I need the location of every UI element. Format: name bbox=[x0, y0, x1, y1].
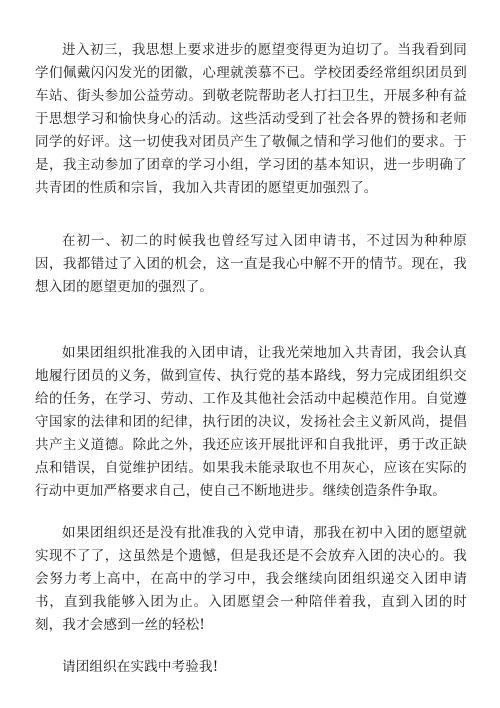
paragraph-3: 如果团组织批准我的入团申请，让我光荣地加入共青团，我会认真地履行团员的义务，做到宣传、执行党的基本路线，努力完成团组织交给的任务，在学习、劳动、工作及其他社会活动中起模范作用。自觉遵守国家的法律和团的纪律，执行团的决议，发扬社会主义新风尚，提倡共产主义道德。除此之外，我还应该开展批评和自我批评，勇于改正缺点和错误，自觉维护团结。如果我未能录取也不用灰心，应该在实际的行动中更加严格要求自己，使自己不断地进步。继续创造条件争取。 bbox=[35, 345, 467, 499]
paragraph-1: 进入初三，我思想上要求进步的愿望变得更为迫切了。当我看到同学们佩戴闪闪发光的团徽，心理就羡慕不已。学校团委经常组织团员到车站、街头参加公益劳动。到敬老院帮助老人打扫卫生，开展多种有益于思想学习和愉快身心的活动。这些活动受到了社会各界的赞扬和老师同学的好评。这一切使我对团员产生了敬佩之情和学习他们的要求。于是，我主动参加了团章的学习小组，学习团的基本知识，进一步明确了共青团的性质和宗旨，我加入共青团的愿望更加强烈了。 bbox=[35, 42, 467, 196]
paragraph-2: 在初一、初二的时候我也曾经写过入团申请书，不过因为种种原因，我都错过了入团的机会，这一直是我心中解不开的情节。现在，我想入团的愿望更加的强烈了。 bbox=[35, 233, 467, 295]
paragraph-5: 请团组织在实践中考验我! bbox=[62, 659, 219, 675]
paragraph-4: 如果团组织还是没有批准我的入党申请，那我在初中入团的愿望就实现不了了，这虽然是个遗憾，但是我还是不会放弃入团的决心的。我会努力考上高中，在高中的学习中，我会继续向团组织递交入团申请书，直到我能够入团为止。入团愿望会一种陪伴着我，直到入团的时刻，我才会感到一丝的轻松! bbox=[35, 525, 467, 633]
